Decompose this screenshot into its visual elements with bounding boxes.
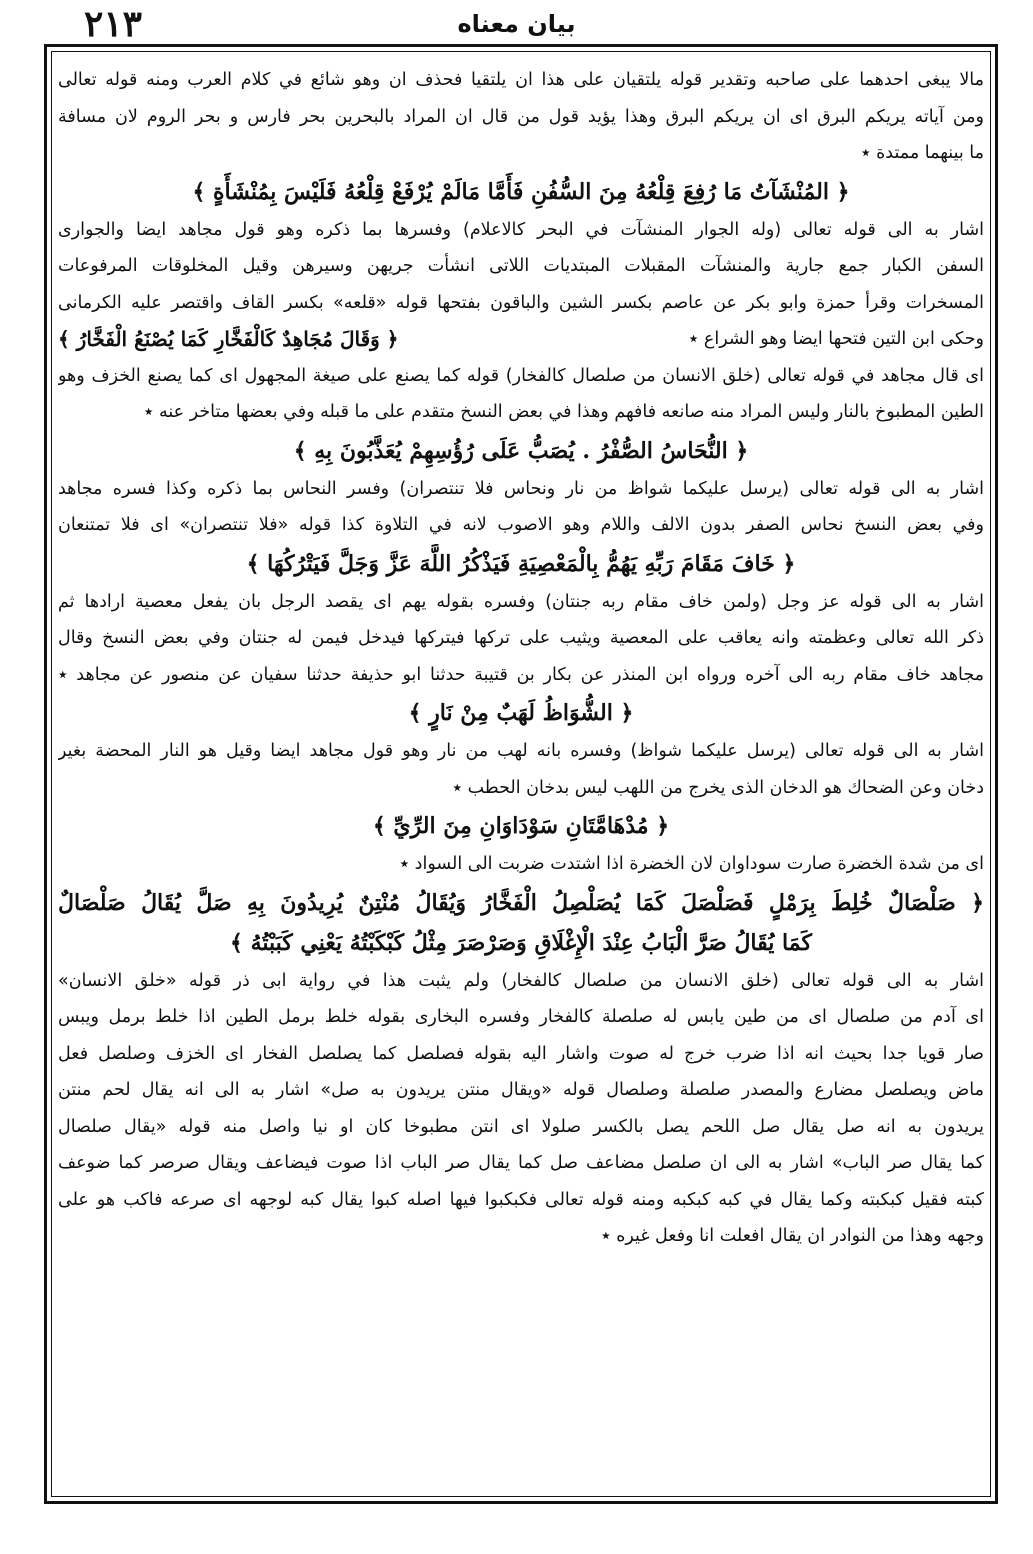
text-line: اشار به الى قوله عز وجل (ولمن خاف مقام ربه جنتان) وفسره بقوله يهم اى يقصد الرجل بان يفعل معصية ارادها ثم xyxy=(58,591,984,612)
text-line: الطين المطبوخ بالنار وليس المراد منه صانعه فافهم وهذا في بعض النسخ متقدم على ما قبله وفي بعضها متاخر عنه ٭ xyxy=(143,402,984,422)
quoted-heading: ﴿ المُنْشَآتُ مَا رُفِعَ قِلْعُهُ مِنَ السُّفُنِ فَأَمَّا مَالَمْ يُرْفَعْ قِلْعُهُ فَلَيْسَ بِمُنْشَأَةٍ ﴾ xyxy=(192,178,850,205)
quoted-heading: ﴿ مُدْهَامَّتَانِ سَوْدَاوَانِ مِنَ الرِّيِّ ﴾ xyxy=(372,813,670,839)
text-line: كما يقال صر الباب» اشار به الى ان صلصل مضاعف صل كما يقال صر الباب اذا صوت فيضاعف ويقال صرصر كما ضوعف xyxy=(58,1153,984,1173)
text-line: اى من شدة الخضرة صارت سوداوان لان الخضرة اذا اشتدت ضربت الى السواد ٭ xyxy=(399,854,984,874)
quoted-heading: كَمَا يُقَالُ صَرَّ الْبَابُ عِنْدَ الْإِغْلَاقِ وَصَرْصَرَ مِثْلُ كَبْكَبْتُهُ يَعْنِي كَبَبْتُهُ ﴾ xyxy=(230,929,812,956)
text-line: اى قال مجاهد في قوله تعالى (خلق الانسان من صلصال كالفخار) قوله كما يصنع على صيغة المجهول اى كما يصنع الخزف وهو xyxy=(58,365,984,386)
quoted-heading: ﴿ النُّحَاسُ الصُّفْرُ . يُصَبُّ عَلَى رُؤُسِهِمْ يُعَذَّبُونَ بِهِ ﴾ xyxy=(293,437,749,464)
text-line: اشار به الى قوله تعالى (وله الجوار المنشآت في البحر كالاعلام) وفسرها بما ذكره وهو قول مجاهد ايضا والجوارى xyxy=(58,219,984,240)
text-line: مالا يبغى احدهما على صاحبه وتقدير قوله يلتقيان على هذا ان يلتقيا فحذف ان وهو شائع في كلام العرب ومنه قوله تعالى xyxy=(58,70,984,90)
page-number: ٢١٣ xyxy=(84,3,143,45)
text-line: وجهه وهذا من النوادر ان يقال افعلت انا وفعل غيره ٭ xyxy=(601,1226,984,1246)
quoted-heading: ﴿ خَافَ مَقَامَ رَبِّهِ يَهُمُّ بِالْمَعْصِيَةِ فَيَذْكُرُ اللَّهَ عَزَّ وَجَلَّ فَيَتْرُكُهَا ﴾ xyxy=(246,550,796,577)
text-line-with-heading xyxy=(58,321,984,358)
text-line: يريدون به انه صل يقال صل اللحم يصل بالكسر صلولا اى انتن مطبوخا كان او نيا واصل منه قوله «يقال صلصال xyxy=(58,1116,984,1137)
text-line: المسخرات وقرأ حمزة وابو بكر عن عاصم بكسر الشين والباقون بفتحها قوله «قلعه» بكسر القاف واقتصر عليه الكرمانى xyxy=(58,292,984,313)
text-line: ما بينهما ممتدة ٭ xyxy=(860,143,984,163)
text-line: وفي بعض النسخ نحاس الصفر بدون الالف واللام وهو الاصوب لانه في التلاوة كذا قوله «فلا تنتصران» اى فلا تمتنعان xyxy=(58,515,984,535)
text-line: ماض ويصلصل مضارع والمصدر صلصلة وصلصال قوله «ويقال منتن يريدون به صل» اشار به الى انه يقال لحم منتن xyxy=(58,1080,984,1100)
text-line: كبته فقيل كبكبته وكما يقال في كبه كبكبه ومنه قوله تعالى فكبكبوا فيها اصله كبوا يقال كبه لوجهه اى صرعه فاكب هو على xyxy=(58,1189,984,1210)
text-line: السفن الكبار جمع جارية والمنشآت المقبلات المبتديات اللاتى انشأت جريهن وسيرهن وقيل المخلوقات المرفوعات xyxy=(58,256,984,276)
page-body xyxy=(58,62,984,1492)
quoted-heading: ﴿ الشُّوَاظُ لَهَبٌ مِنْ نَارٍ ﴾ xyxy=(408,700,634,726)
text-line: اى آدم من صلصال اى من طين يابس له صلصلة كالفخار وفسره البخارى بقوله خلط برمل الطين اذا خلط برمل ويبس xyxy=(58,1007,984,1027)
text-line: اشار به الى قوله تعالى (يرسل عليكما شواظ) وفسره بانه لهب من نار وهو قول مجاهد ايضا وقيل هو النار المحضة بغير xyxy=(58,741,984,761)
text-line: صار قويا جدا بحيث انه اذا ضرب خرج له صوت واشار اليه بقوله فصلصل كما يصلصل الفخار اى الخزف وصلصل فعل xyxy=(58,1043,984,1064)
quoted-heading: ﴿ وَقَالَ مُجَاهِدٌ كَالْفَخَّارِ كَمَا يُصْنَعُ الْفَخَّارُ ﴾ xyxy=(58,327,399,351)
text-line: ومن آياته يريكم البرق اى ان يريكم البرق وهذا يؤيد قول من قال ان المراد بالبحرين بحر فارس و بحر الروم لان مسافة xyxy=(58,106,984,127)
text-line: اشار به الى قوله تعالى (خلق الانسان من صلصال كالفخار) ولم يثبت هذا في رواية ابى ذر قوله «خلق الانسان» xyxy=(58,970,984,991)
text-line: اشار به الى قوله تعالى (يرسل عليكما شواظ من نار ونحاس فلا تنتصران) وفسر النحاس بما ذكره وكذا فسره مجاهد xyxy=(58,478,984,499)
text-line: ذكر الله تعالى وعظمته وانه يعاقب على المعصية ويثيب على تركها فيتركها فيدخل فيمن له جنتان وفي بعض النسخ وقال xyxy=(58,628,984,648)
text-line: وحكى ابن التين فتحها ايضا وهو الشراع ٭ xyxy=(688,329,984,349)
text-line: مجاهد خاف مقام ربه الى آخره ورواه ابن المنذر عن بكار بن قتيبة حدثنا ابو حذيفة حدثنا سفيان عن منصور عن مجاهد ٭ xyxy=(58,664,984,685)
text-line: دخان وعن الضحاك هو الدخان الذى يخرج من اللهب ليس بدخان الحطب ٭ xyxy=(452,777,984,798)
running-title: بیان معناه xyxy=(457,10,576,38)
quoted-heading: ﴿ صَلْصَالٌ خُلِطَ بِرَمْلٍ فَصَلْصَلَ كَمَا يُصَلْصِلُ الْفَخَّارُ وَيُقَالُ مُنْتِنٌ يُرِيدُونَ بِهِ صَلَّ يُقَالُ صَلْصَالٌ xyxy=(58,889,984,916)
